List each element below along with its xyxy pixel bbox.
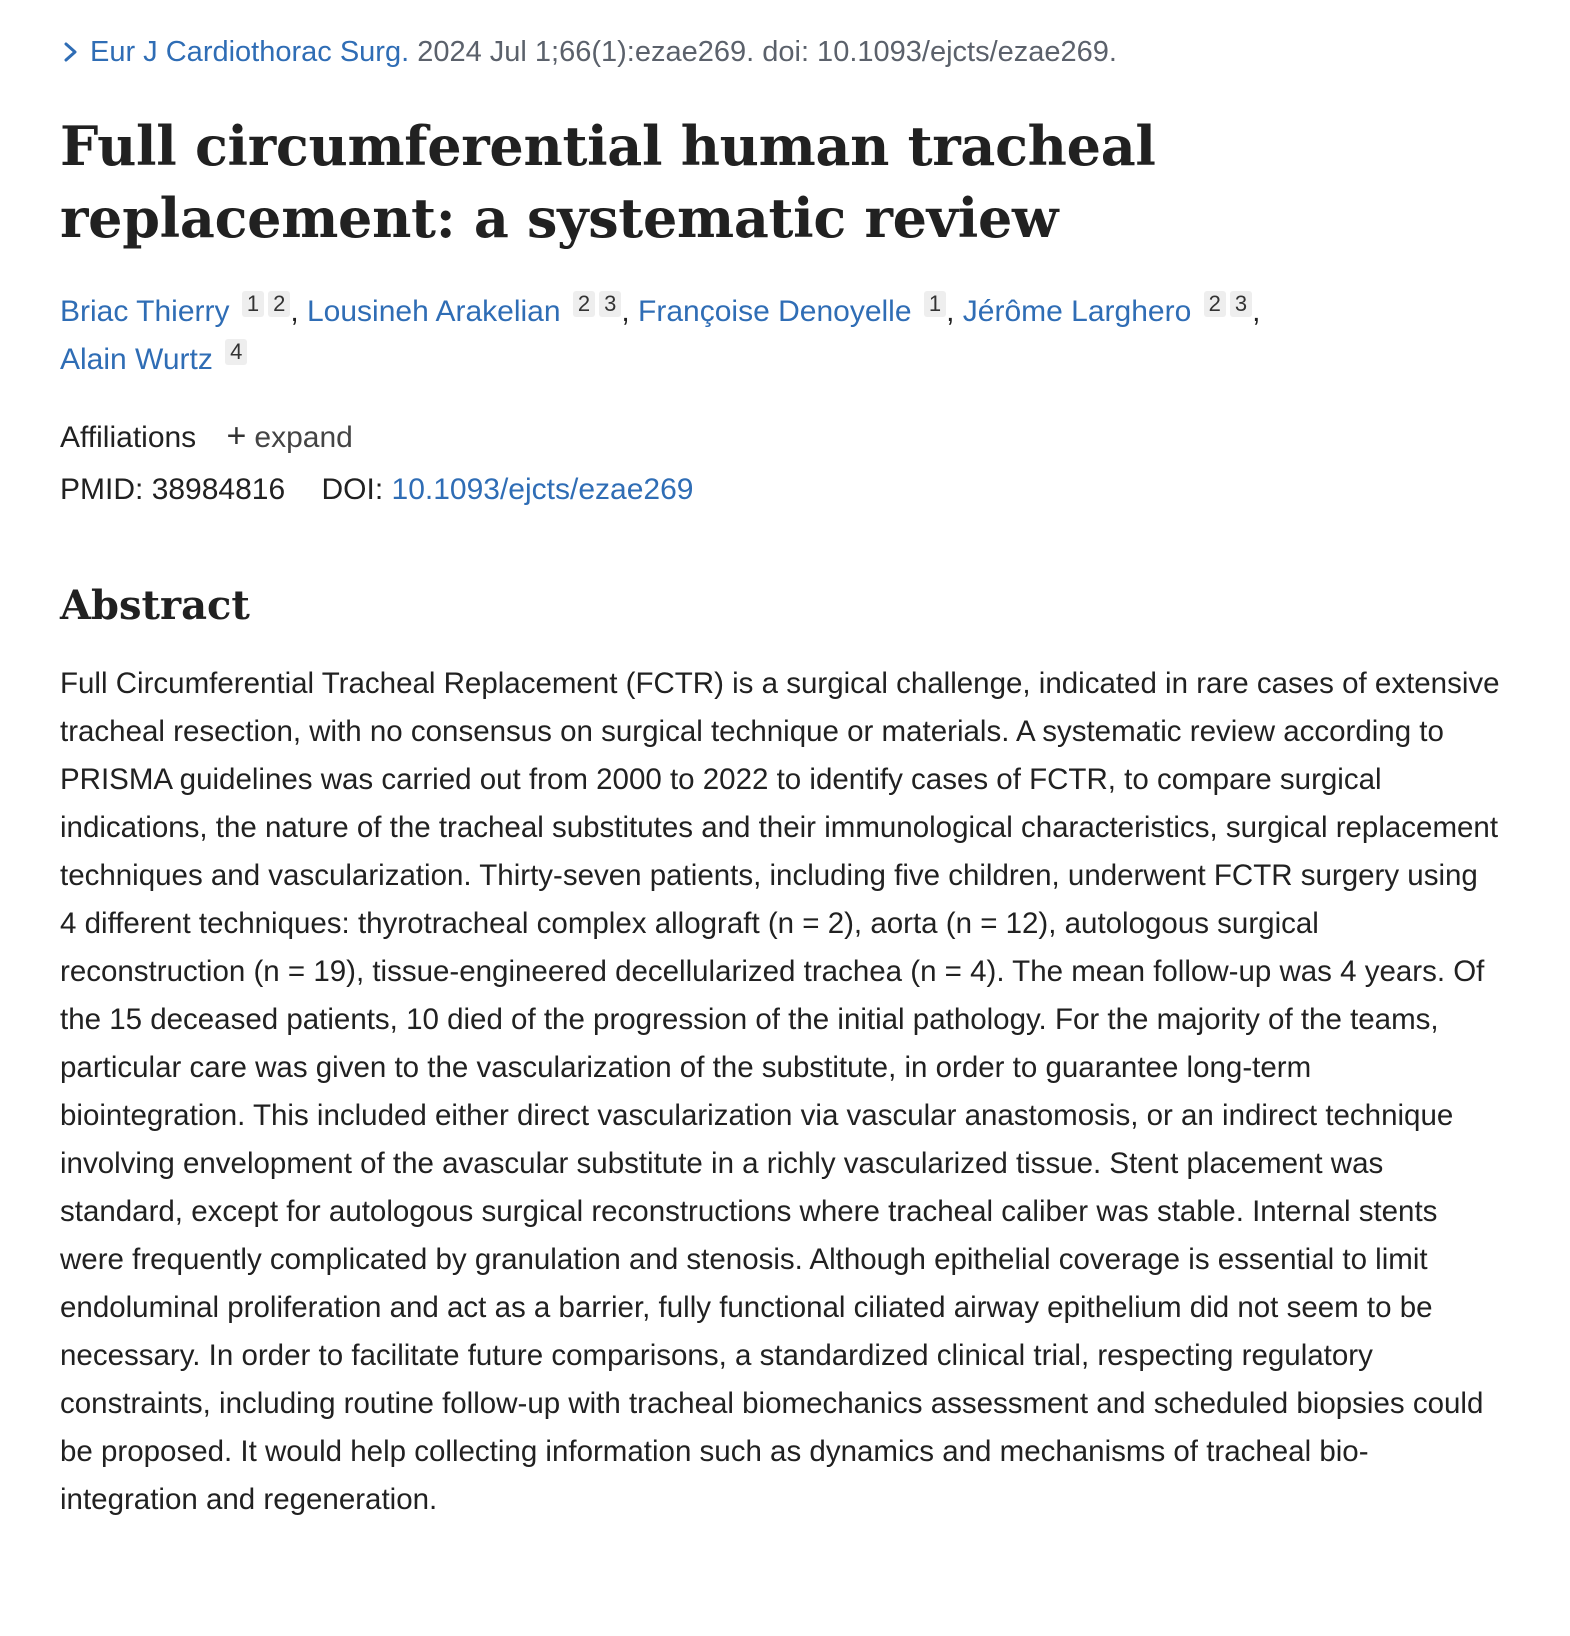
- author-link[interactable]: Jérôme Larghero: [962, 295, 1192, 328]
- affiliation-ref[interactable]: 1: [242, 291, 264, 317]
- affiliations-expand-button[interactable]: [205, 417, 353, 455]
- plus-icon[interactable]: +: [226, 417, 247, 455]
- affiliation-ref[interactable]: 3: [1230, 291, 1252, 317]
- abstract-heading: Abstract: [60, 582, 250, 629]
- chevron-right-icon[interactable]: [60, 35, 82, 59]
- author-link[interactable]: Briac Thierry: [60, 295, 230, 328]
- article-title: Full circumferential human tracheal replacement: a systematic review: [60, 114, 1156, 250]
- expand-label[interactable]: expand: [254, 421, 353, 454]
- author-list: Briac Thierry 1 2 , Lousineh Arakelian 2 3 , Françoise Denoyelle 1 , Jérôme Larghero 2 3 , Alain Wurtz 4: [60, 291, 1261, 376]
- pmid-label: PMID:: [60, 473, 144, 506]
- citation-details: 2024 Jul 1;66(1):ezae269. doi: 10.1093/ejcts/ezae269.: [417, 36, 1117, 68]
- abstract-text: Full Circumferential Tracheal Replacement (FCTR) is a surgical challenge, indicated in rare cases of extensive tracheal resection, with no consensus on surgical technique or materials. A systematic review according to PRISMA guidelines was carried out from 2000 to 2022 to identify cases of FCTR, to compare surgical indications, the nature of the tracheal substitutes and their immunological characteristics, surgical replacement techniques and vascularization. Thirty-seven patients, including five children, underwent FCTR surgery using 4 different techniques: thyrotracheal complex allograft (n = 2), aorta (n = 12), autologous surgical reconstruction (n = 19), tissue-engineered decellularized trachea (n = 4). The mean follow-up was 4 years. Of the 15 deceased patients, 10 died of the progression of the initial pathology. For the majority of the teams, particular care was given to the vascularization of the substitute, in order to guarantee long-term biointegration. This included either direct vascularization via vascular anastomosis, or an indirect technique involving envelopment of the avascular substitute in a richly vascularized tissue. Stent placement was standard, except for autologous surgical reconstructions where tracheal caliber was stable. Internal stents were frequently complicated by granulation and stenosis. Although epithelial coverage is essential to limit endoluminal proliferation and act as a barrier, fully functional ciliated airway epithelium did not seem to be necessary. In order to facilitate future comparisons, a standardized clinical trial, respecting regulatory constraints, including routine follow-up with tracheal biomechanics assessment and scheduled biopsies could be proposed. It would help collecting information such as dynamics and mechanisms of tracheal bio-integration and regeneration.: [60, 667, 1500, 1516]
- affiliation-ref[interactable]: 2: [268, 291, 290, 317]
- journal-link[interactable]: Eur J Cardiothorac Surg.: [90, 36, 410, 68]
- doi-label: DOI:: [321, 473, 384, 506]
- author-link[interactable]: Alain Wurtz: [60, 343, 213, 376]
- journal-citation: [60, 32, 1117, 72]
- author-link[interactable]: Lousineh Arakelian: [307, 295, 561, 328]
- doi-link[interactable]: 10.1093/ejcts/ezae269: [391, 473, 694, 506]
- affiliation-ref[interactable]: 3: [599, 291, 621, 317]
- affiliations-label: Affiliations: [60, 421, 197, 454]
- pmid-value: 38984816: [151, 473, 286, 506]
- affiliation-ref[interactable]: 2: [573, 291, 595, 317]
- affiliations-toggle: [60, 416, 353, 458]
- author-link[interactable]: Françoise Denoyelle: [638, 295, 912, 328]
- affiliation-ref[interactable]: 1: [924, 291, 946, 317]
- article-identifiers: [60, 470, 693, 510]
- affiliation-ref[interactable]: 2: [1204, 291, 1226, 317]
- affiliation-ref[interactable]: 4: [225, 339, 247, 365]
